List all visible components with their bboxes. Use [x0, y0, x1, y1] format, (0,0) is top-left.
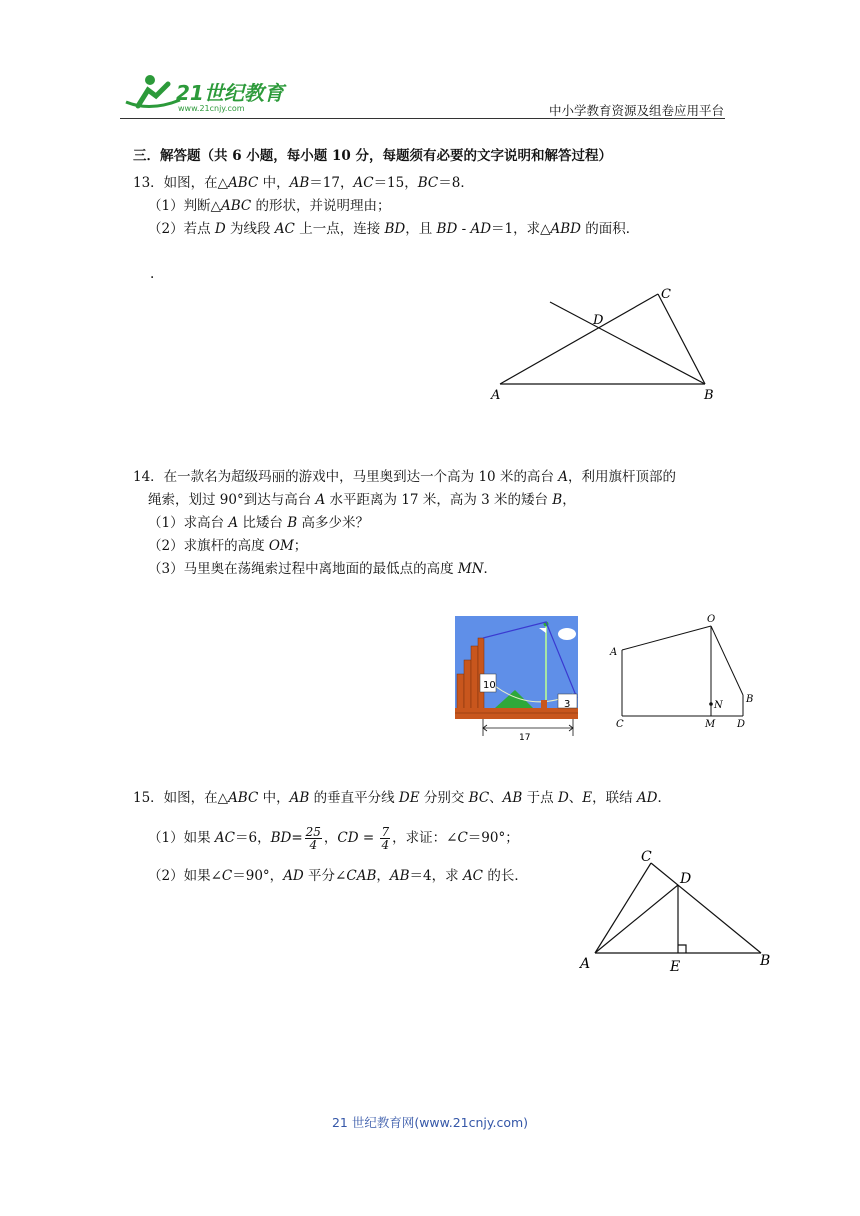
label-D: D: [593, 313, 604, 328]
q14-stem-line1: 14．在一款名为超级玛丽的游戏中，马里奥到达一个高为 10 米的高台 A，利用旗杆顶部的: [133, 469, 676, 485]
fraction-25-4: $\frac{25}{4}$: [305, 825, 321, 852]
q14-part2: （2）求旗杆的高度 OM；: [148, 538, 308, 554]
label-B2: B: [746, 694, 754, 705]
game-height-label: 10: [483, 680, 496, 691]
q14-stem-line2: 绳索，划过 90°到达与高台 A 水平距离为 17 米，高为 3 米的矮台 B，: [148, 492, 576, 508]
q13-part1: （1）判断△ABC 的形状，并说明理由；: [148, 198, 391, 214]
header-divider: [120, 118, 725, 119]
label-N: N: [714, 700, 723, 711]
label-O: O: [707, 614, 716, 625]
label-C2: C: [616, 719, 624, 730]
q14-part3: （3）马里奥在荡绳索过程中离地面的最低点的高度 MN．: [148, 561, 498, 577]
game-low-label: 3: [564, 699, 571, 710]
q15-part2: （2）如果∠C＝90°，AD 平分∠CAB，AB＝4，求 AC 的长．: [148, 868, 528, 884]
q14-part1: （1）求高台 A 比矮台 B 高多少米？: [148, 515, 369, 531]
label-C3: C: [641, 849, 652, 865]
platform-name: 中小学教育资源及组卷应用平台: [548, 103, 724, 118]
section-title: 三．解答题（共 6 小题，每小题 10 分，每题须有必要的文字说明和解答过程）: [133, 148, 612, 164]
fraction-7-4: $\frac{7}{4}$: [381, 825, 390, 852]
q15-triangle-figure: [575, 843, 785, 978]
label-B: B: [704, 388, 714, 403]
label-E3: E: [670, 959, 681, 975]
label-D2: D: [737, 719, 746, 730]
stray-dot: .: [150, 266, 155, 282]
q15-part1: （1）如果 AC＝6，BD= $\frac{25}{4}$ ，CD = $\frac{7}{4}$ ，求证：∠C＝90°；: [148, 825, 519, 852]
label-A3: A: [580, 956, 591, 972]
footer-link[interactable]: 21 世纪教育网(www.21cnjy.com): [331, 1115, 529, 1130]
site-logo: [120, 66, 290, 114]
q13-stem: 13．如图，在△ABC 中，AB＝17，AC＝15，BC＝8．: [133, 175, 474, 191]
label-B3: B: [760, 953, 771, 969]
game-width-label: 17: [519, 733, 531, 743]
q13-part2: （2）若点 D 为线段 AC 上一点，连接 BD，且 BD ‑ AD＝1，求△ABD 的面积．: [148, 221, 640, 237]
label-A: A: [491, 388, 501, 403]
label-M: M: [705, 719, 716, 730]
label-D3: D: [680, 871, 692, 887]
label-C: C: [661, 287, 671, 302]
q15-stem: 15．如图，在△ABC 中，AB 的垂直平分线 DE 分别交 BC、AB 于点 D、E，联结 AD．: [133, 790, 671, 806]
mario-game-illustration: [455, 616, 585, 743]
label-A2: A: [610, 647, 618, 658]
logo-text: 21世纪教育: [176, 81, 284, 105]
logo-url: www.21cnjy.com: [178, 104, 245, 113]
q13-triangle-figure: [480, 280, 730, 405]
q14-geometry-figure: [605, 608, 765, 733]
